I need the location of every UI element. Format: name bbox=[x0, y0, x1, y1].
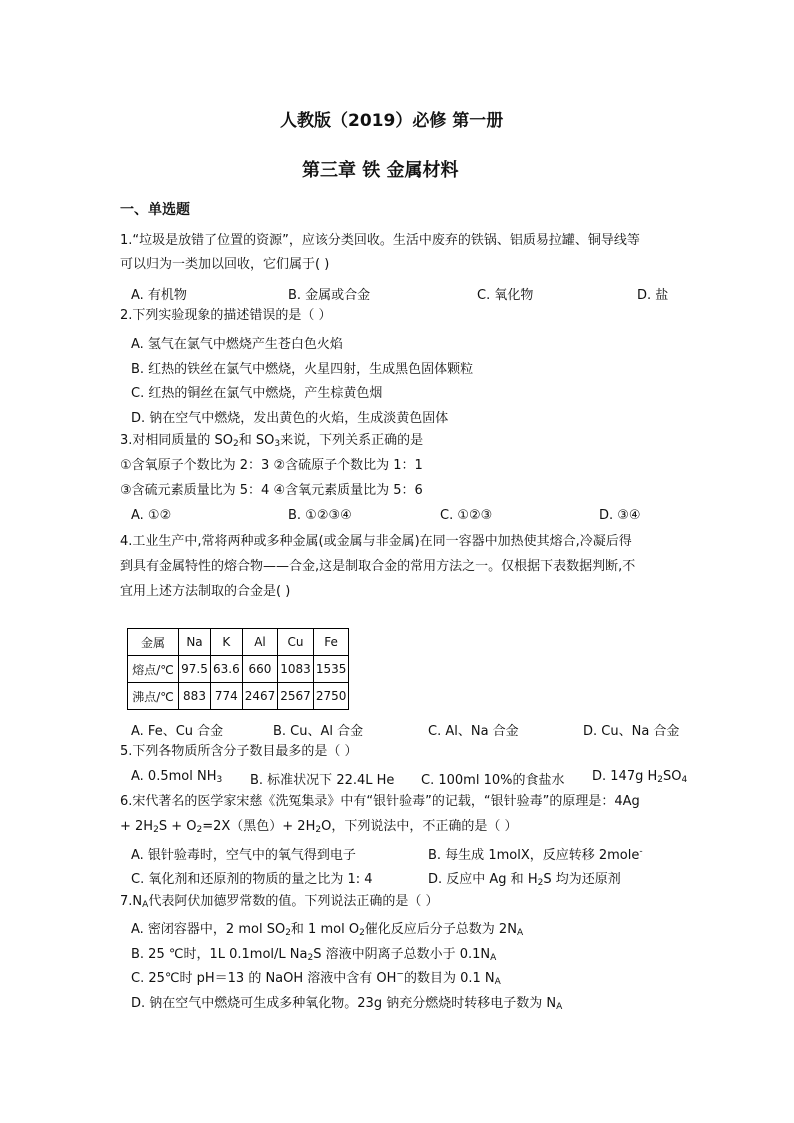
metal-properties-table bbox=[127, 628, 349, 710]
q5-stem: 5.下列各物质所含分子数目最多的是（ ） bbox=[120, 744, 358, 759]
q5-option-a: A. 0.5mol $NH_3$ bbox=[131, 769, 223, 785]
q4-option-b: B. Cu、Al 合金 bbox=[273, 724, 364, 739]
q7-option-a: A. 密闭容器中，2 mol $SO_2$和 1 mol $O_2$催化反应后分子总数为 $2N_A$ bbox=[131, 922, 524, 938]
q2-option-c: C. 红热的铜丝在氯气中燃烧，产生棕黄色烟 bbox=[131, 386, 383, 401]
table-cell: 1535 bbox=[313, 656, 349, 683]
q1-option-a: A. 有机物 bbox=[131, 288, 187, 303]
edition-title: 人教版（2019）必修 第一册 bbox=[280, 111, 504, 131]
q5-option-b: B. 标准状况下 22.4L He bbox=[250, 773, 395, 788]
q1-line1: 1.“垃圾是放错了位置的资源”，应该分类回收。生活中废弃的铁锅、铝质易拉罐、铜导线等 bbox=[120, 233, 640, 248]
table-cell: 774 bbox=[211, 683, 243, 710]
q3-option-c: C. ①②③ bbox=[440, 508, 493, 523]
table-cell: 2567 bbox=[278, 683, 314, 710]
q1-option-c: C. 氧化物 bbox=[477, 288, 534, 303]
table-cell: 1083 bbox=[278, 656, 314, 683]
table-cell: 660 bbox=[242, 656, 278, 683]
q1-option-b: B. 金属或合金 bbox=[288, 288, 371, 303]
section-title: 一、单选题 bbox=[120, 202, 190, 218]
q3-statements-2: ③含硫元素质量比为 5：4 ④含氧元素质量比为 5：6 bbox=[120, 483, 423, 498]
table-row bbox=[128, 656, 349, 683]
q3-stem: 3.对相同质量的 $SO_2$和 $SO_3$来说，下列关系正确的是 bbox=[120, 433, 424, 449]
q4-option-c: C. Al、Na 合金 bbox=[428, 724, 519, 739]
q3-option-a: A. ①② bbox=[131, 508, 172, 523]
q3-option-b: B. ①②③④ bbox=[288, 508, 352, 523]
q2-option-b: B. 红热的铁丝在氯气中燃烧，火星四射，生成黑色固体颗粒 bbox=[131, 362, 474, 377]
q2-stem: 2.下列实验现象的描述错误的是（ ） bbox=[120, 308, 332, 323]
q2-option-a: A. 氢气在氯气中燃烧产生苍白色火焰 bbox=[131, 337, 343, 352]
q6-option-a: A. 银针验毒时，空气中的氧气得到电子 bbox=[131, 848, 356, 863]
table-cell: 熔点/℃ bbox=[128, 656, 179, 683]
table-header-cell: Fe bbox=[313, 629, 349, 656]
q1-option-d: D. 盐 bbox=[637, 288, 669, 303]
q4-line2: 到具有金属特性的熔合物——合金,这是制取合金的常用方法之一。仅根据下表数据判断,不 bbox=[120, 559, 636, 574]
q7-option-b: B. 25 ℃时，1L 0.1mol/L $Na_2S$ 溶液中阴离子总数小于 $0.1N_A$ bbox=[131, 947, 497, 963]
q3-statements-1: ①含氧原子个数比为 2：3 ②含硫原子个数比为 1：1 bbox=[120, 458, 423, 473]
table-row bbox=[128, 683, 349, 710]
q7-stem: $7.N_A$代表阿伏加德罗常数的值。下列说法正确的是（ ） bbox=[120, 894, 439, 910]
table-cell: 2750 bbox=[313, 683, 349, 710]
q6-option-b: B. 每生成 1molX，反应转移 2mole- bbox=[428, 846, 643, 863]
q6-option-c: C. 氧化剂和还原剂的物质的量之比为 1: 4 bbox=[131, 872, 373, 887]
table-header-cell: Al bbox=[242, 629, 278, 656]
table-cell: 63.6 bbox=[211, 656, 243, 683]
table-header-cell: Cu bbox=[278, 629, 314, 656]
q6-line1: 6.宋代著名的医学家宋慈《洗冤集录》中有“银针验毒”的记载，“银针验毒”的原理是：4Ag bbox=[120, 794, 640, 809]
table-cell: 沸点/℃ bbox=[128, 683, 179, 710]
q1-line2: 可以归为一类加以回收，它们属于( ) bbox=[120, 257, 330, 272]
q6-line2: + $2H_2S + O_2=2X$（黑色）+ $2H_2O$，下列说法中，不正确的是（ ） bbox=[120, 819, 518, 835]
q4-option-d: D. Cu、Na 合金 bbox=[583, 724, 680, 739]
q5-option-c: C. 100ml 10%的食盐水 bbox=[421, 773, 565, 788]
q6-option-d: D. 反应中 Ag 和 $H_2S$ 均为还原剂 bbox=[428, 872, 621, 888]
table-cell: 2467 bbox=[242, 683, 278, 710]
table-header-row bbox=[128, 629, 349, 656]
table-header-cell: Na bbox=[179, 629, 211, 656]
q7-option-d: D. 钠在空气中燃烧可生成多种氧化物。23g 钠充分燃烧时转移电子数为 $N_A$ bbox=[131, 996, 563, 1012]
table-header-cell: K bbox=[211, 629, 243, 656]
q4-option-a: A. Fe、Cu 合金 bbox=[131, 724, 224, 739]
q2-option-d: D. 钠在空气中燃烧，发出黄色的火焰，生成淡黄色固体 bbox=[131, 411, 449, 426]
chapter-title: 第三章 铁 金属材料 bbox=[302, 160, 459, 181]
table-cell: 97.5 bbox=[179, 656, 211, 683]
table-cell: 883 bbox=[179, 683, 211, 710]
q5-option-d: D. 147g $H_2SO_4$ bbox=[592, 769, 688, 785]
q4-line3: 宜用上述方法制取的合金是( ) bbox=[120, 584, 291, 599]
q3-option-d: D. ③④ bbox=[599, 508, 641, 523]
q7-option-c: C. 25℃时 pH＝13 的 NaOH 溶液中含有 OH−的数目为 0.1 $N_A$ bbox=[131, 969, 501, 987]
table-header-cell: 金属 bbox=[128, 629, 179, 656]
q4-line1: 4.工业生产中,常将两种或多种金属(或金属与非金属)在同一容器中加热使其熔合,冷凝后得 bbox=[120, 534, 632, 549]
